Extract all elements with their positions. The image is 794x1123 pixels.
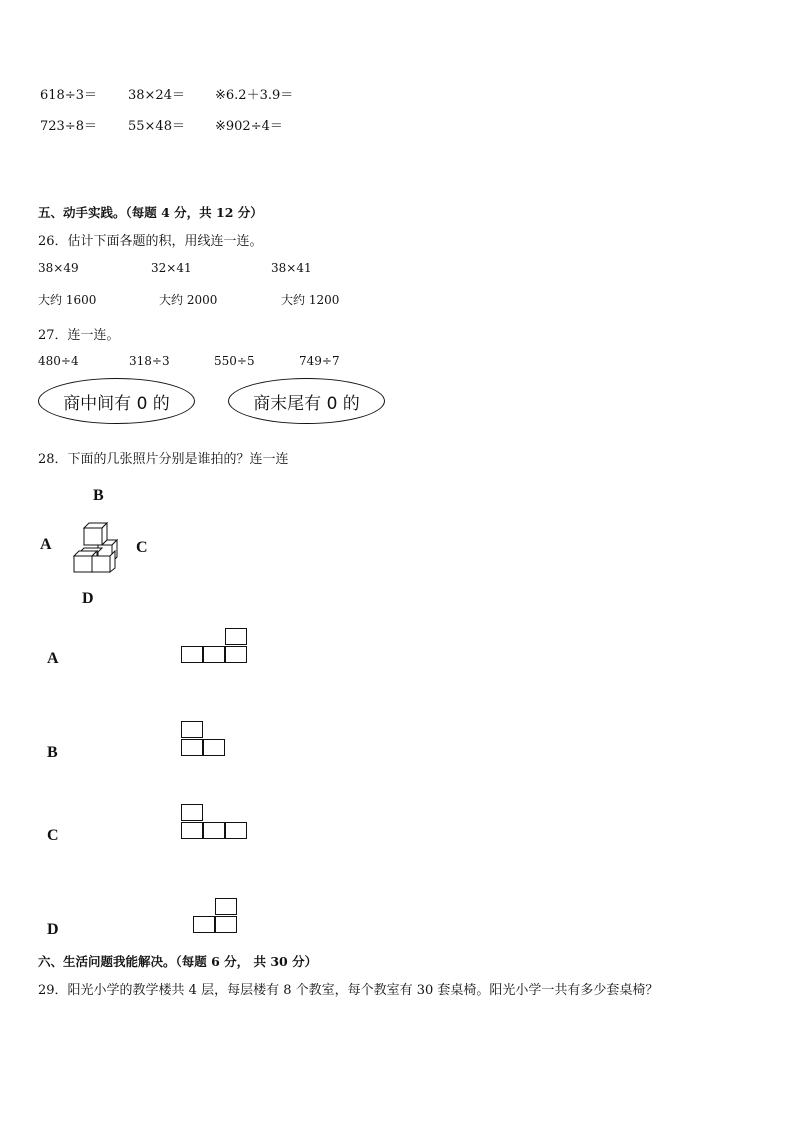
q27-division-3: 550÷5 [214,354,255,368]
section-6-title: 六、生活问题我能解决。（每题 6 分， 共 30 分） [38,954,318,969]
view-b-square [181,721,203,738]
calc-2-1: 723÷8＝ [40,119,97,134]
question-29-text: 29．阳光小学的教学楼共 4 层，每层楼有 8 个教室，每个教室有 30 套桌椅。阳光小学一共有多少套桌椅？ [38,983,659,998]
q27-division-1: 480÷4 [38,354,79,368]
q26-estimate-3: 大约 1200 [281,293,340,307]
view-a-square [225,646,247,663]
q26-product-1: 38×49 [38,261,79,275]
question-28-text: 28．下面的几张照片分别是谁拍的？连一连 [38,452,289,467]
q27-oval-middle-zero-label: 商中间有 0 的 [63,393,170,414]
view-d-square [215,916,237,933]
view-c-square [225,822,247,839]
view-c-square [181,822,203,839]
q27-division-4: 749÷7 [299,354,340,368]
q27-oval-end-zero [228,378,385,424]
question-27-text: 27．连一连。 [38,328,120,343]
view-b-square [203,739,225,756]
view-d-square [193,916,215,933]
view-d-label: D [47,921,59,938]
view-a-label: A [47,650,59,667]
calc-2-2: 55×48＝ [128,119,185,134]
view-b-square [181,739,203,756]
q27-division-2: 318÷3 [129,354,170,368]
direction-a-label: A [40,536,52,553]
view-a-square [225,628,247,645]
calc-1-3: ※6.2＋3.9＝ [215,88,294,103]
q26-product-3: 38×41 [271,261,312,275]
view-a-square [181,646,203,663]
direction-c-label: C [136,539,148,556]
view-a-square [203,646,225,663]
calc-1-1: 618÷3＝ [40,88,97,103]
section-5-title: 五、动手实践。（每题 4 分，共 12 分） [38,205,263,220]
view-d-square [215,898,237,915]
calc-2-3: ※902÷4＝ [215,119,283,134]
direction-b-label: B [93,487,104,504]
view-c-square [181,804,203,821]
q27-oval-end-zero-label: 商末尾有 0 的 [253,393,360,414]
question-26-text: 26．估计下面各题的积，用线连一连。 [38,234,263,249]
q27-oval-middle-zero [38,378,195,424]
q26-product-2: 32×41 [151,261,192,275]
view-c-square [203,822,225,839]
direction-d-label: D [82,590,94,607]
view-b-label: B [47,744,58,761]
q26-estimate-1: 大约 1600 [38,293,97,307]
q26-estimate-2: 大约 2000 [159,293,218,307]
view-c-label: C [47,827,59,844]
calc-1-2: 38×24＝ [128,88,185,103]
cube-stack-figure [70,520,122,576]
